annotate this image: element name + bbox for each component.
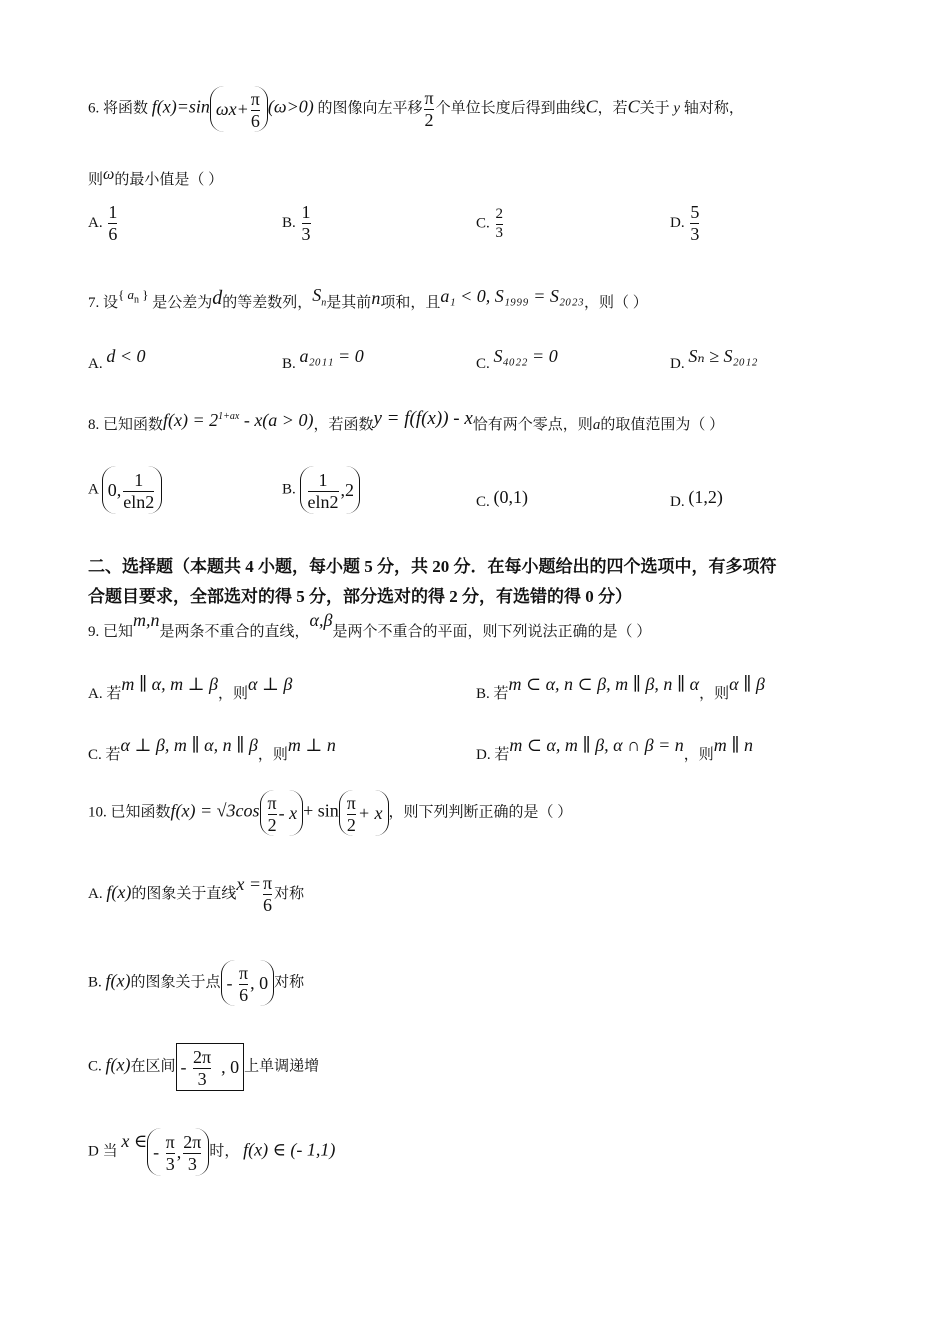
q8-text2: ，若函数 — [313, 417, 374, 433]
q7-cond: a₁ < 0, S₁₉₉₉ = S₂₀₂₃ — [440, 286, 584, 306]
q8-gfunc: y = f(f(x)) - x — [373, 408, 473, 429]
q6-yaxis: y — [673, 100, 681, 117]
q9-option-d — [476, 735, 754, 764]
num: 5 — [690, 202, 700, 222]
q9-mn: m,n — [133, 610, 160, 630]
q7-option-c — [476, 346, 558, 373]
question-10 — [88, 790, 572, 836]
option-res: α ∥ β — [729, 674, 765, 694]
q8-option-a — [88, 466, 162, 514]
q10-text2: ，则下列判断正确的是（ ） — [388, 804, 573, 821]
q9-ab: α,β — [309, 610, 333, 630]
option-label: B. 若 — [476, 686, 509, 702]
q7-d: d — [212, 287, 223, 309]
option-label: D. — [670, 356, 685, 372]
option-expr: Sₙ ≥ S₂₀₁₂ — [688, 346, 758, 366]
option-label: D. 若 — [476, 747, 510, 763]
option-expr: S₄₀₂₂ = 0 — [493, 346, 558, 366]
q6-text8: 的最小值是（ ） — [114, 172, 224, 188]
den: 2 — [346, 815, 356, 836]
q6-text7: 则 — [88, 172, 104, 188]
option-expr: (0,1) — [493, 487, 529, 507]
den: 6 — [239, 985, 249, 1006]
q10-option-d — [88, 1128, 335, 1176]
option-then: ，则 — [683, 747, 714, 763]
q6-option-d — [670, 203, 701, 244]
q6-text5: 关于 — [639, 100, 670, 117]
num: 1 — [108, 202, 118, 222]
option-then: ，则 — [257, 747, 288, 763]
question-8 — [88, 408, 725, 435]
frac — [193, 1048, 211, 1089]
q8-func — [163, 410, 313, 430]
interval — [176, 1043, 218, 1091]
q8-option-d — [670, 487, 723, 511]
q10-option-a — [88, 874, 304, 915]
pi: π — [424, 87, 434, 108]
interval: - $\frac{\pi}{3}$ , $\frac{2\pi}{3}$ — [147, 1128, 209, 1176]
q10-text1: 10. 已知函数 — [88, 804, 171, 821]
option-cond: m ∥ α, m ⊥ β — [121, 674, 218, 694]
interval-right — [217, 1043, 244, 1091]
num: 1 — [301, 202, 311, 222]
num: π — [346, 793, 356, 814]
point — [221, 960, 275, 1006]
num: 2π — [183, 1132, 202, 1153]
option-label: C. — [88, 1058, 102, 1075]
den: 3 — [165, 1154, 175, 1175]
q6-curve2: C — [627, 96, 640, 117]
minus: - — [226, 973, 233, 993]
den: 3 — [187, 1154, 197, 1175]
q6-text2: 的图像向左平移 — [317, 100, 423, 117]
q10-paren2 — [339, 790, 389, 836]
den: eln2 — [123, 492, 155, 513]
question-9 — [88, 610, 652, 641]
q7-text6: ，则（ ） — [583, 295, 648, 311]
option-then: ，则 — [218, 686, 249, 702]
q7-text5: 项和，且 — [380, 295, 441, 311]
q8-text1: 8. 已知函数 — [88, 417, 164, 433]
frac — [308, 471, 339, 512]
q8-optB-interval — [300, 466, 361, 514]
q7-text3: 的等差数列， — [222, 295, 313, 311]
num: π — [239, 963, 249, 984]
q9-text2: 是两条不重合的直线， — [159, 624, 310, 640]
q10-func: f(x) = √3cos — [170, 800, 260, 821]
q6-text3: 个单位长度后得到曲线 — [435, 100, 586, 117]
q7-option-d — [670, 346, 758, 373]
option-cond: α ⊥ β, m ∥ α, n ∥ β — [120, 735, 258, 755]
section-2-heading: 二、选择题（本题共 4 小题，每小题 5 分，共 20 分．在每小题给出的四个选项中，有多项符 — [88, 557, 777, 576]
option-res: m ⊥ n — [287, 735, 336, 755]
optD-x: x ∈ — [121, 1131, 148, 1152]
option-label: D. — [670, 214, 685, 231]
option-label: A. — [88, 885, 103, 902]
q9-option-b — [476, 674, 765, 703]
q6-func: f(x)=sin — [151, 96, 210, 117]
q6-option-b — [282, 203, 313, 244]
option-label: A. — [88, 356, 103, 372]
option-label: B. — [282, 214, 296, 231]
option-label: D 当 — [88, 1143, 118, 1160]
option-then: ，则 — [699, 686, 730, 702]
q9-option-c — [88, 735, 336, 764]
fx: f(x) — [106, 881, 132, 902]
q6-frac-pi6 — [251, 90, 260, 131]
num: 2 — [495, 206, 504, 222]
q8-text3: 恰有两个零点，则 — [472, 417, 593, 433]
option-label: C. 若 — [88, 747, 121, 763]
option-cond: m ⊂ α, n ⊂ β, m ∥ β, n ∥ α — [508, 674, 700, 694]
q6-option-a — [88, 203, 119, 244]
minus: - — [153, 1142, 160, 1162]
option-frac — [108, 203, 117, 244]
q6-text6: 轴对称， — [683, 100, 744, 117]
q10-option-c — [88, 1043, 319, 1091]
option-label: B. — [282, 356, 296, 372]
option-label: B. — [88, 974, 102, 991]
num: π — [262, 873, 273, 893]
q6-paren — [210, 86, 268, 132]
frac — [239, 964, 248, 1005]
optA-x: x = — [236, 873, 261, 894]
pi: π — [250, 89, 260, 110]
tail: , 0 — [221, 1057, 240, 1077]
q8-optA-interval — [102, 466, 163, 514]
func-exp: 1+ax — [218, 411, 240, 422]
q6-text1: 6. 将函数 — [88, 100, 149, 117]
frac2 — [183, 1133, 201, 1174]
num: 2π — [193, 1047, 212, 1068]
optB-text1: 的图象关于点 — [130, 974, 221, 991]
frac — [123, 471, 154, 512]
den: 3 — [301, 223, 311, 244]
fx: f(x) — [105, 1054, 131, 1075]
optC-text2: 上单调递增 — [244, 1058, 320, 1075]
q6-frac-pi2 — [424, 89, 433, 130]
num: 1 — [134, 470, 144, 491]
option-label: D. — [670, 494, 685, 510]
plus-sin: + sin — [303, 800, 339, 821]
option-label: B. — [282, 481, 296, 498]
optA-text2: 对称 — [274, 885, 305, 902]
frac1 — [166, 1133, 175, 1174]
func-head: f(x) = 2 — [163, 410, 219, 430]
question-6 — [88, 86, 744, 132]
option-frac — [302, 203, 311, 244]
frac — [347, 794, 356, 835]
q10-paren1 — [260, 790, 304, 836]
q7-option-a — [88, 346, 146, 373]
frac — [263, 874, 272, 915]
func-tail: - x(a > 0) — [239, 410, 314, 430]
q7-S — [312, 285, 327, 309]
optD-res: f(x) ∈ (- 1,1) — [243, 1139, 336, 1160]
q7-option-b — [282, 346, 364, 373]
right-end: ,2 — [340, 480, 355, 500]
seq: a — [127, 287, 135, 302]
q6-cond: (ω>0) — [267, 96, 314, 117]
q6-curve: C — [585, 96, 598, 117]
option-cond: m ⊂ α, m ∥ β, α ∩ β = n — [509, 735, 684, 755]
option-res: m ∥ n — [713, 735, 754, 755]
omega: ω — [103, 166, 115, 183]
option-expr: a₂₀₁₁ = 0 — [299, 346, 364, 366]
option-frac — [690, 203, 699, 244]
q6-line2 — [88, 168, 223, 189]
q9-option-a — [88, 674, 293, 703]
den: 6 — [263, 894, 273, 915]
den: eln2 — [307, 492, 339, 513]
den: 3 — [197, 1069, 207, 1090]
q8-text4: 的取值范围为（ ） — [600, 417, 725, 433]
option-label: C. — [476, 215, 490, 232]
q8-option-b — [282, 466, 360, 514]
q7-text1: 7. 设 — [88, 295, 119, 311]
q7-text4: 是其前 — [326, 295, 372, 311]
optC-text1: 在区间 — [130, 1058, 176, 1075]
q10-option-b — [88, 960, 304, 1006]
tail: , 0 — [250, 973, 269, 993]
q7-text2: 是公差为 — [152, 295, 213, 311]
q7-n: n — [371, 288, 381, 308]
optB-text2: 对称 — [274, 974, 305, 991]
option-expr: (1,2) — [688, 487, 723, 507]
option-label: A — [88, 481, 99, 498]
option-res: α ⊥ β — [248, 674, 293, 694]
q6-text4: ，若 — [597, 100, 628, 117]
q8-a: a — [592, 417, 601, 433]
left-end: 0, — [107, 480, 122, 500]
fx: f(x) — [105, 970, 131, 991]
num: π — [267, 793, 277, 814]
question-7 — [88, 285, 648, 315]
optD-text1: 时， — [209, 1143, 240, 1160]
option-label: C. — [476, 356, 490, 372]
section-2-heading-line2: 合题目要求，全部选对的得 5 分，部分选对的得 2 分，有选错的得 0 分） — [88, 587, 632, 606]
den: 3 — [690, 223, 700, 244]
option-label: A. — [88, 214, 103, 231]
plus-x: + x — [357, 803, 383, 823]
den: 3 — [495, 224, 504, 241]
minus-x: - x — [278, 803, 298, 823]
option-expr: d < 0 — [106, 346, 146, 366]
option-frac — [496, 207, 504, 242]
q6-option-c — [476, 207, 505, 242]
q9-text3: 是两个不重合的平面，则下列说法正确的是（ ） — [332, 624, 652, 640]
den: 6 — [108, 223, 118, 244]
num: 1 — [318, 470, 328, 491]
S: S — [312, 285, 322, 305]
q8-option-c — [476, 487, 529, 511]
two: 2 — [424, 109, 434, 130]
q7-seq: { $a_n$ } — [118, 287, 149, 306]
option-label: C. — [476, 494, 490, 510]
q6-arg: ωx+ — [215, 99, 249, 119]
den: 2 — [267, 815, 277, 836]
S-sub: n — [321, 297, 327, 309]
six: 6 — [250, 111, 260, 132]
option-label: A. 若 — [88, 686, 122, 702]
num: π — [165, 1132, 175, 1153]
q9-text1: 9. 已知 — [88, 624, 134, 640]
seq-sub: n — [134, 294, 140, 306]
minus: - — [180, 1057, 187, 1077]
optA-text1: 的图象关于直线 — [131, 885, 237, 902]
frac — [268, 794, 277, 835]
